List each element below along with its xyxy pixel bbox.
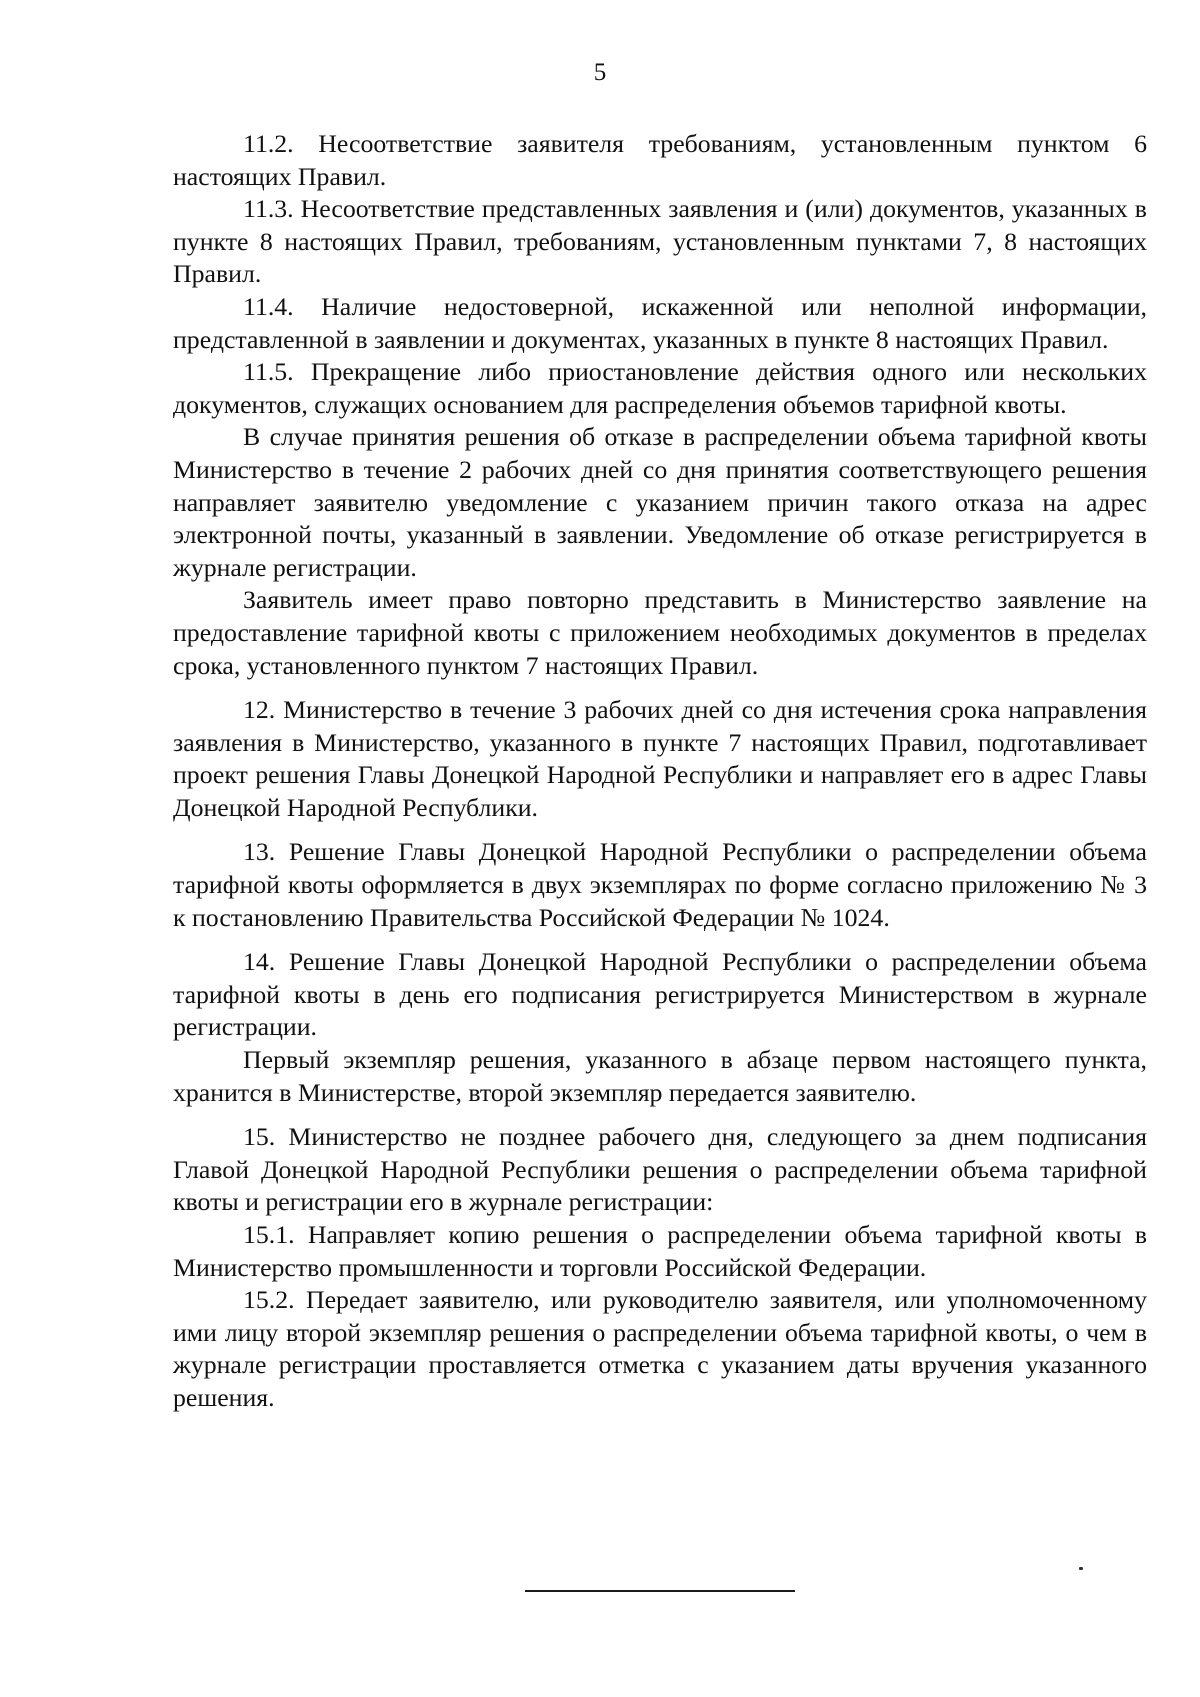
paragraph-resubmission: Заявитель имеет право повторно представить в Министерство заявление на предоставление тарифной квоты с приложением необходимых документов в пределах срока, установленного пунктом 7 настоящих Правил. [173, 585, 1147, 680]
paragraph-11-5: 11.5. Прекращение либо приостановление действия одного или нескольких документов, служащих основанием для распределения объемов тарифной квоты. [173, 357, 1147, 419]
paragraph-11-2: 11.2. Несоответствие заявителя требованиям, установленным пунктом 6 настоящих Правил. [173, 129, 1147, 191]
paragraph-11-4: 11.4. Наличие недостоверной, искаженной или неполной информации, представленной в заявлении и документах, указанных в пункте 8 настоящих Правил. [173, 291, 1147, 354]
page-number: 5 [593, 59, 607, 86]
paragraph-14: 14. Решение Главы Донецкой Народной Республики о распределении объема тарифной квоты в день его подписания регистрируется Министерством в журнале регистрации. [173, 947, 1147, 1042]
paragraph-11-3: 11.3. Несоответствие представленных заявления и (или) документов, указанных в пункте 8 настоящих Правил, требованиям, установленным пунктами 7, 8 настоящих Правил. [173, 194, 1147, 289]
paragraph-first-copy: Первый экземпляр решения, указанного в абзаце первом настоящего пункта, хранится в Министерстве, второй экземпляр передается заявителю. [173, 1045, 1147, 1107]
paragraph-12: 12. Министерство в течение 3 рабочих дней со дня истечения срока направления заявления в Министерство, указанного в пункте 7 настоящих Правил, подготавливает проект решения Главы Донецкой Народной Республики и направляет его в адрес Главы Донецкой Народной Республики. [173, 695, 1147, 822]
paragraph-refusal-notice: В случае принятия решения об отказе в распределении объема тарифной квоты Министерство в течение 2 рабочих дней со дня принятия соответствующего решения направляет заявителю уведомление с указанием причин такого отказа на адрес электронной почты, указанный в заявлении. Уведомление об отказе регистрируется в журнале регистрации. [173, 422, 1147, 582]
end-of-text-rule [525, 1590, 795, 1592]
paragraph-15-1: 15.1. Направляет копию решения о распределении объема тарифной квоты в Министерство промышленности и торговли Российской Федерации. [173, 1220, 1147, 1282]
paragraph-15: 15. Министерство не позднее рабочего дня, следующего за днем подписания Главой Донецкой Народной Республики решения о распределении объема тарифной квоты и регистрации его в журнале регистрации: [173, 1122, 1147, 1217]
paragraph-15-2: 15.2. Передает заявителю, или руководителю заявителя, или уполномоченному ими лицу второй экземпляр решения о распределении объема тарифной квоты, о чем в журнале регистрации проставляется отметка с указанием даты вручения указанного решения. [173, 1285, 1147, 1412]
document-body [173, 128, 1147, 1415]
scan-speck [1079, 1567, 1083, 1570]
paragraph-13: 13. Решение Главы Донецкой Народной Республики о распределении объема тарифной квоты оформляется в двух экземплярах по форме согласно приложению № 3 к постановлению Правительства Российской Федерации № 1024. [173, 837, 1147, 932]
